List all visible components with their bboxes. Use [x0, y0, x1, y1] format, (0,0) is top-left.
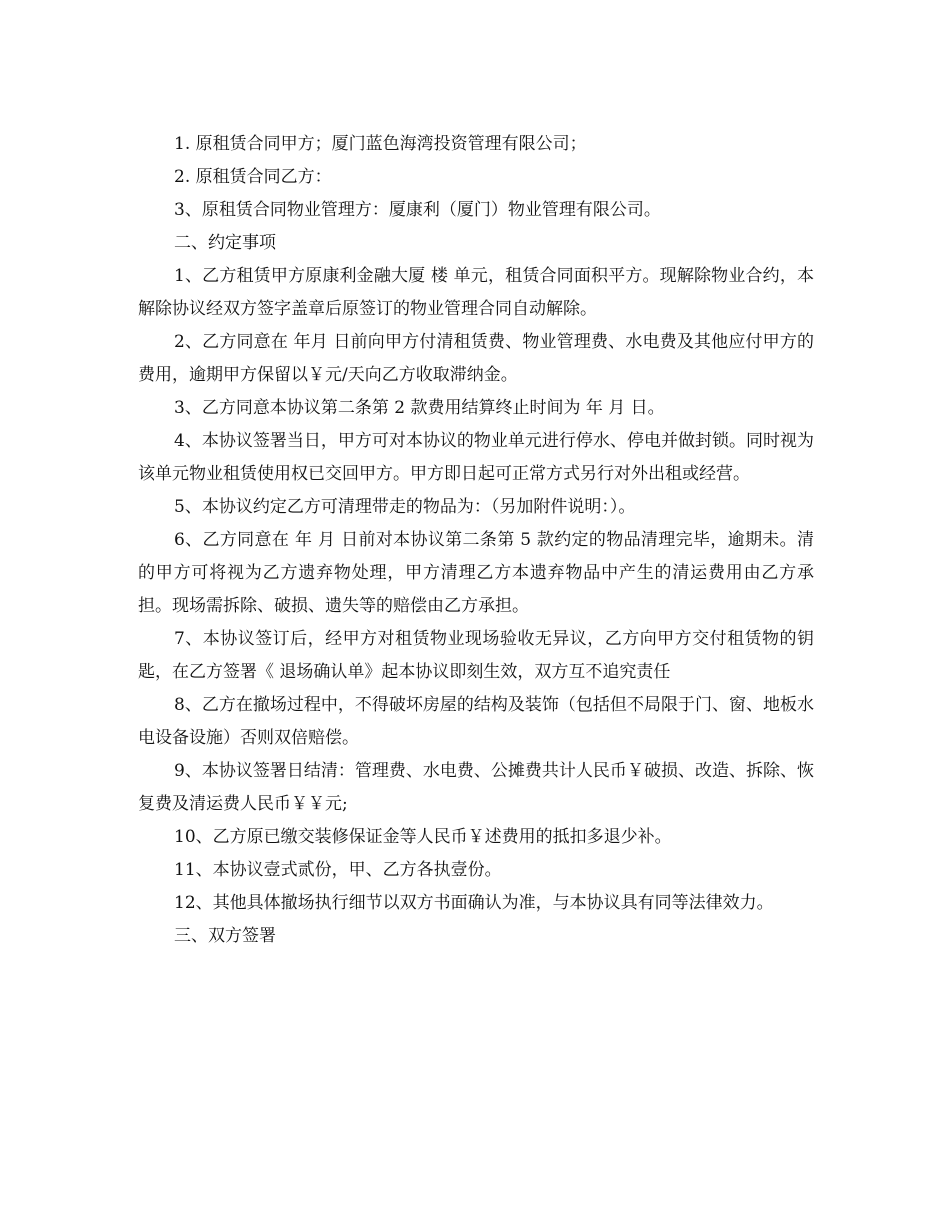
clause-4: 4、本协议签署当日，甲方可对本协议的物业单元进行停水、停电并做封锁。同时视为该单元物业租赁使用权已交回甲方。甲方即日起可正常方式另行对外出租或经营。 — [138, 431, 814, 484]
clause-6: 6、乙方同意在 年 月 日前对本协议第二条第 5 款约定的物品清理完毕，逾期未。清的甲方可将视为乙方遗弃物处理，甲方清理乙方本遗弃物品中产生的清运费用由乙方承担。现场需拆除、破损、遗失等的赔偿由乙方承担。 — [138, 530, 814, 616]
clause-10: 10、乙方原已缴交装修保证金等人民币￥述费用的抵扣多退少补。 — [174, 827, 672, 847]
clause-12: 12、其他具体撤场执行细节以双方书面确认为准，与本协议具有同等法律效力。 — [174, 893, 774, 913]
clause-3: 3、乙方同意本协议第二条第 2 款费用结算终止时间为 年 月 日。 — [174, 398, 665, 418]
party-a-line: 1. 原租赁合同甲方；厦门蓝色海湾投资管理有限公司； — [174, 134, 587, 154]
clause-1: 1、乙方租赁甲方原康利金融大厦 楼 单元，租赁合同面积平方。现解除物业合约，本解除协议经双方签字盖章后原签订的物业管理合同自动解除。 — [138, 266, 814, 319]
clause-9: 9、本协议签署日结清：管理费、水电费、公摊费共计人民币￥破损、改造、拆除、恢复费及清运费人民币￥￥元; — [138, 761, 814, 814]
party-b-line: 2. 原租赁合同乙方： — [174, 167, 332, 187]
clause-7: 7、本协议签订后，经甲方对租赁物业现场验收无异议，乙方向甲方交付租赁物的钥匙，在乙方签署《 退场确认单》起本协议即刻生效，双方互不追究责任 — [138, 629, 814, 682]
clause-8: 8、乙方在撤场过程中，不得破坏房屋的结构及装饰（包括但不局限于门、窗、地板水电设备设施）否则双倍赔偿。 — [138, 695, 814, 748]
section-heading-signatures: 三、双方签署 — [174, 926, 276, 946]
clause-2: 2、乙方同意在 年月 日前向甲方付清租赁费、物业管理费、水电费及其他应付甲方的费用，逾期甲方保留以￥元/天向乙方收取滞纳金。 — [138, 332, 814, 385]
document-body — [138, 128, 814, 953]
property-manager-line: 3、原租赁合同物业管理方：厦康利（厦门）物业管理有限公司。 — [174, 200, 661, 220]
clause-11: 11、本协议壹式贰份，甲、乙方各执壹份。 — [174, 860, 502, 880]
section-heading-agreement: 二、约定事项 — [174, 233, 276, 253]
clause-5: 5、本协议约定乙方可清理带走的物品为：（另加附件说明：）。 — [174, 497, 636, 517]
